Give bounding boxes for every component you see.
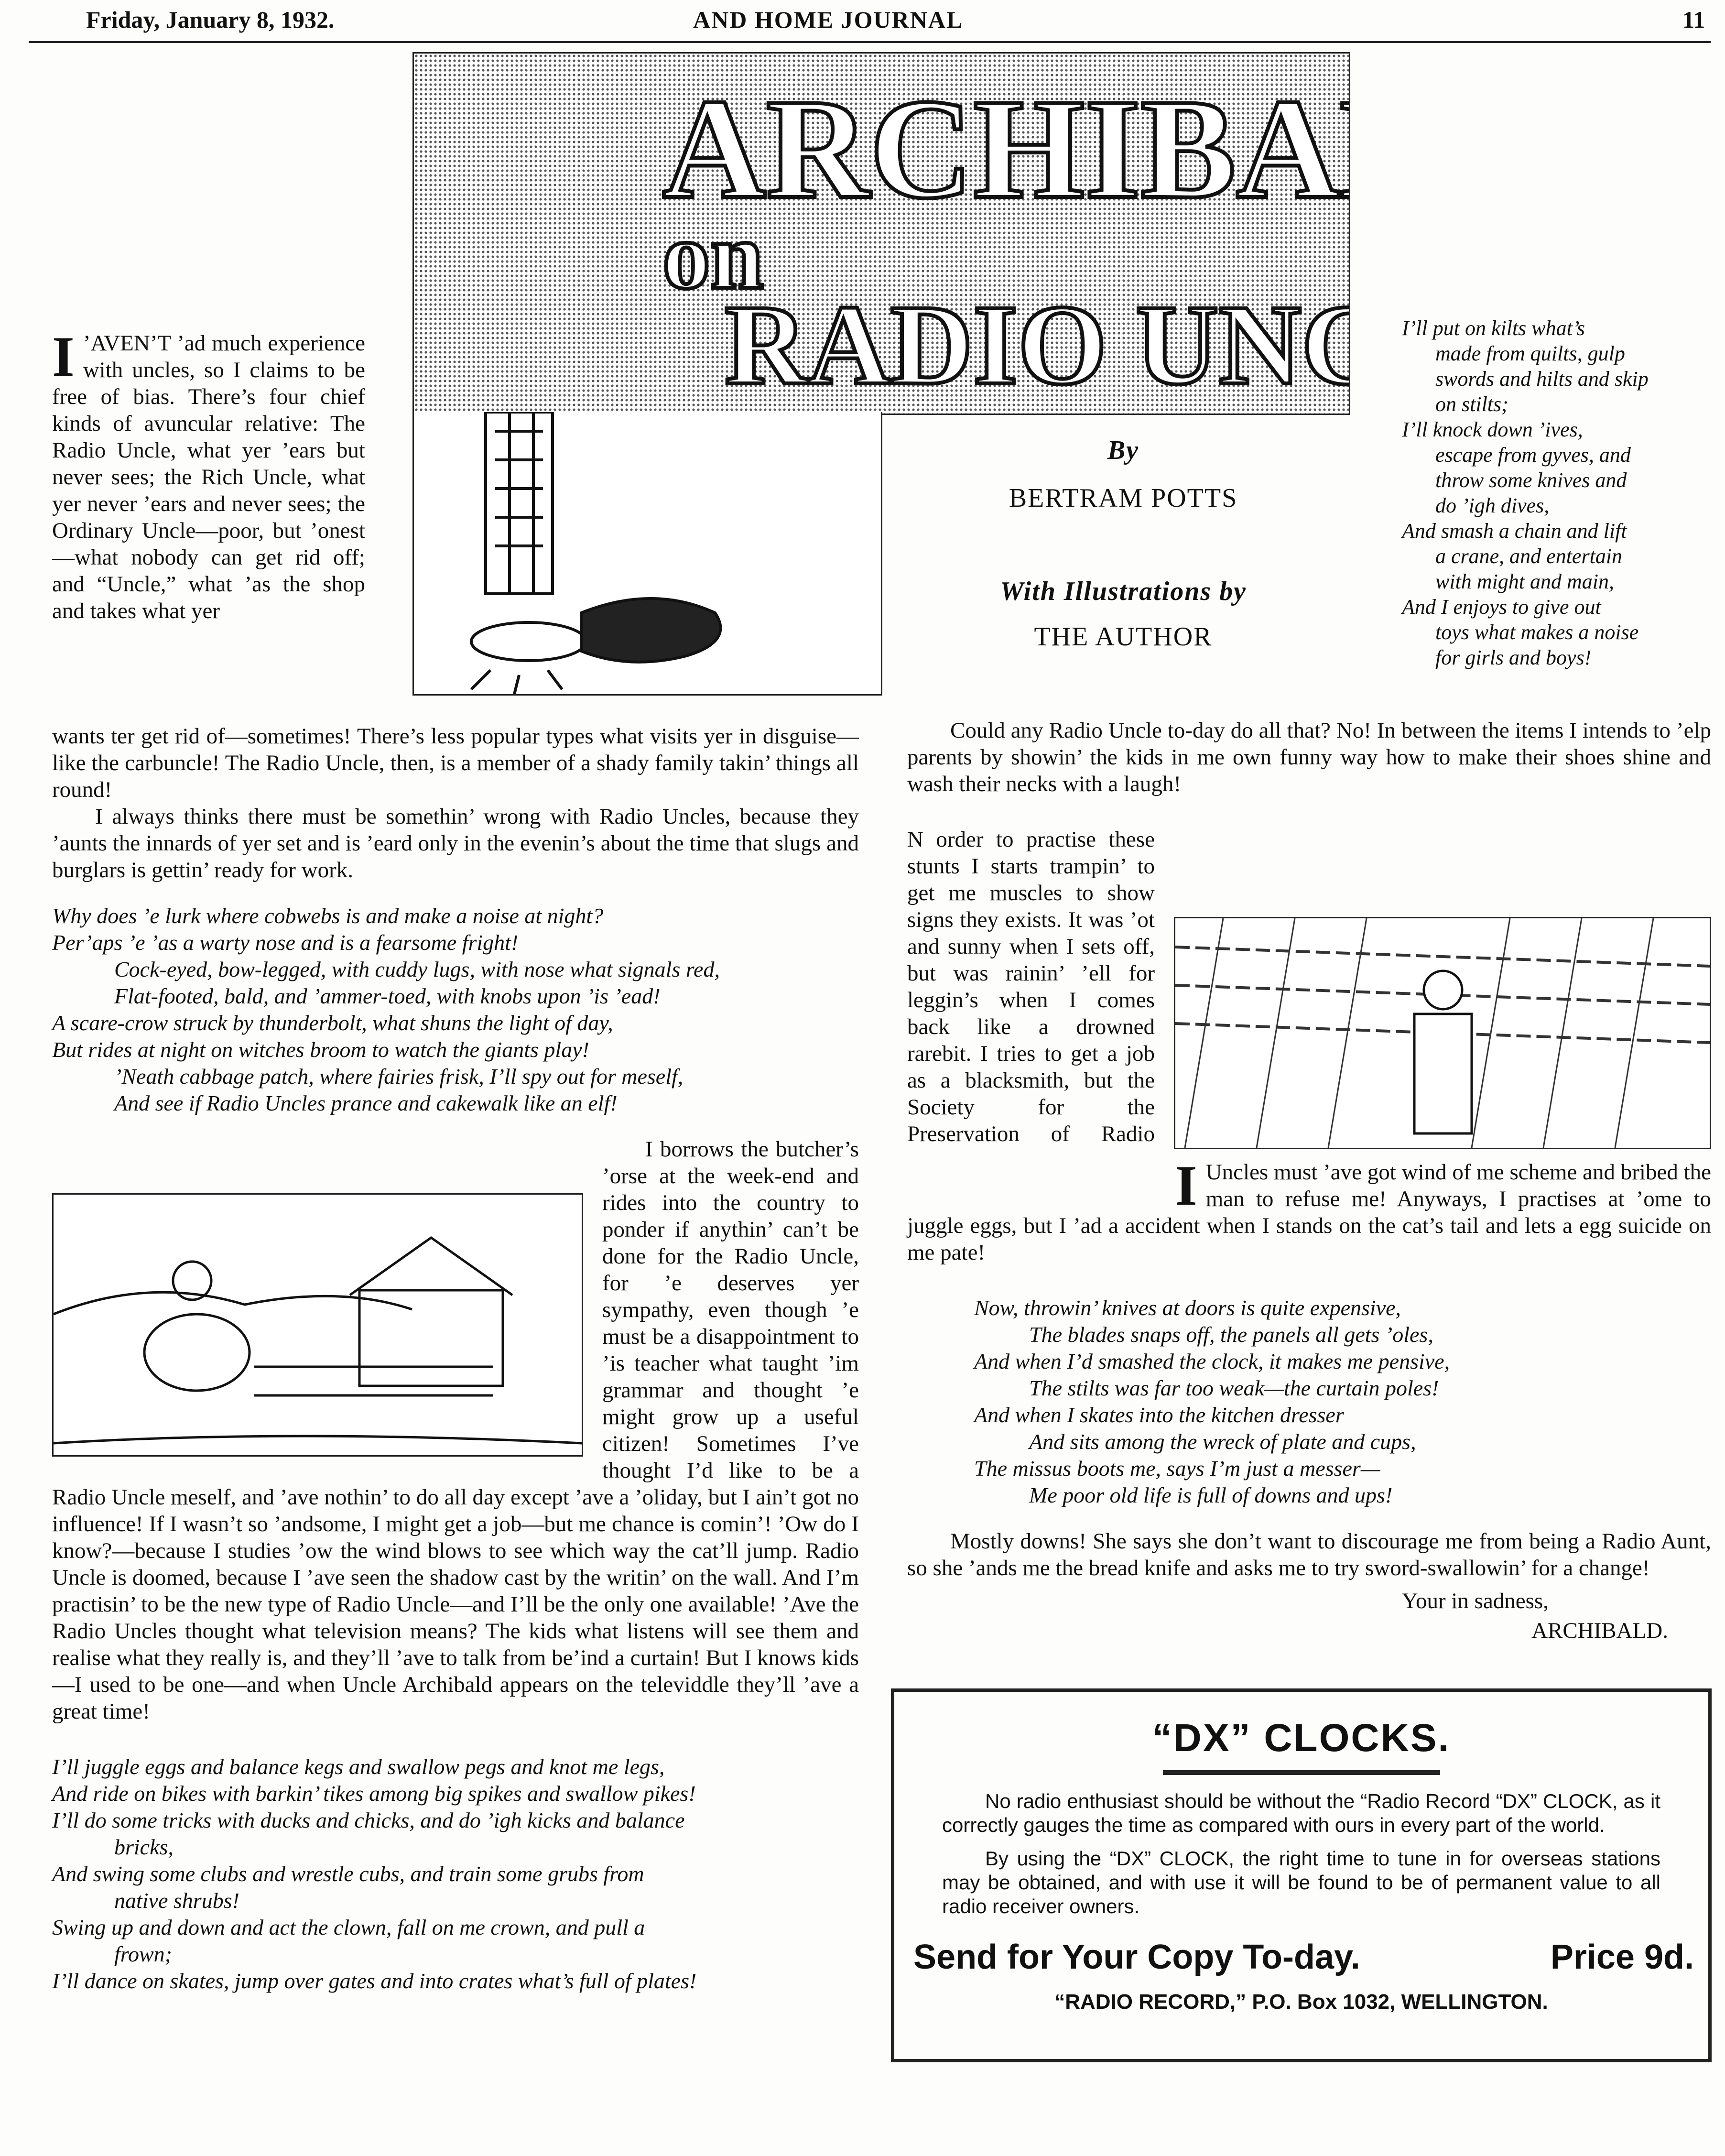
poem-line: Swing up and down and act the clown, fall on me crown, and pull a bbox=[52, 1915, 645, 1939]
paragraph: wants ter get rid of—sometimes! There’s less popular types what visits yer in disguise—like the carbuncle! The Radio Uncle, then, is a member of a shady family takin’ things all round! bbox=[52, 724, 859, 802]
dx-clocks-ad bbox=[891, 1688, 1712, 2062]
cobwebs-poem bbox=[52, 903, 859, 1117]
page-number: 11 bbox=[1682, 6, 1705, 33]
signature: ARCHIBALD. bbox=[1531, 1618, 1668, 1643]
paragraph: Could any Radio Uncle to-day do all that? No! In between the items I intends to ’elp parents by showin’ the kids in me own funny way how to make their shoes shine and wash their necks with a laugh! bbox=[907, 718, 1711, 796]
poem-line: on stilts; bbox=[1435, 392, 1508, 416]
poem-line: And sits among the wreck of plate and cups, bbox=[1029, 1429, 1416, 1454]
right-column bbox=[907, 717, 1711, 1645]
poem-line: with might and main, bbox=[1435, 570, 1615, 593]
poem-line: native shrubs! bbox=[114, 1888, 239, 1913]
poem-line: Me poor old life is full of downs and ups! bbox=[1029, 1483, 1393, 1507]
title-illustration bbox=[414, 54, 1349, 414]
header-date: Friday, January 8, 1932. bbox=[86, 6, 335, 33]
header-rule bbox=[29, 41, 1711, 43]
poem-line: I’ll dance on skates, jump over gates and into crates what’s full of plates! bbox=[52, 1969, 697, 1993]
poem-line: I’ll knock down ’ives, bbox=[1402, 418, 1583, 441]
poem-line: a crane, and entertain bbox=[1435, 544, 1623, 568]
drop-cap: I bbox=[1175, 1154, 1197, 1217]
poem-line: Cock-eyed, bow-legged, with cuddy lugs, with nose what signals red, bbox=[114, 957, 720, 981]
poem-line: The missus boots me, says I’m just a messer— bbox=[974, 1456, 1380, 1481]
poem-line: And smash a chain and lift bbox=[1402, 519, 1627, 543]
poem-line: Flat-footed, bald, and ’ammer-toed, with knobs upon ’is ’ead! bbox=[114, 984, 661, 1008]
byline-author: BERTRAM POTTS bbox=[1009, 483, 1238, 513]
poem-line: The blades snaps off, the panels all gets ’oles, bbox=[1029, 1322, 1433, 1347]
poem-line: I’ll put on kilts what’s bbox=[1402, 316, 1585, 340]
poem-line: And swing some clubs and wrestle cubs, and train some grubs from bbox=[52, 1862, 644, 1886]
rain-illustration bbox=[1174, 917, 1711, 1149]
header-journal: AND HOME JOURNAL bbox=[693, 6, 964, 33]
poem-line: I’ll do some tricks with ducks and chicks, and do ’igh kicks and balance bbox=[52, 1808, 685, 1832]
poem-line: escape from gyves, and bbox=[1435, 443, 1631, 467]
poem-line: do ’igh dives, bbox=[1435, 494, 1550, 517]
poem-line: And see if Radio Uncles prance and cakewalk like an elf! bbox=[114, 1091, 618, 1115]
poem-line: Why does ’e lurk where cobwebs is and make a noise at night? bbox=[52, 904, 604, 928]
poem-line: And ride on bikes with barkin’ tikes among big spikes and swallow pikes! bbox=[52, 1781, 696, 1806]
poem-line: bricks, bbox=[114, 1835, 174, 1859]
poem-line: swords and hilts and skip bbox=[1435, 367, 1649, 391]
poem-line: toys what makes a noise bbox=[1435, 621, 1639, 644]
ad-title: “DX” CLOCKS. bbox=[1152, 1716, 1451, 1760]
horse-illustration bbox=[52, 1193, 583, 1457]
title-banner bbox=[412, 52, 1350, 415]
juggle-poem bbox=[52, 1753, 859, 1994]
poem-line: Now, throwin’ knives at doors is quite expensive, bbox=[974, 1296, 1401, 1320]
intro-text: ’AVEN’T ’ad much experience with uncles, so I claims to be free of bias. There’s four chief kinds of avuncular relative: The Radio Uncle, what yer ’ears but never sees; the Rich Uncle, what yer never ’ears and never sees; the Ordinary Uncle—poor, but ’onest—what nobody can get rid off; and “Uncle,” what ’as the shop and takes what yer bbox=[52, 331, 365, 623]
poem-line: Per’aps ’e ’as a warty nose and is a fearsome fright! bbox=[52, 930, 519, 955]
left-column bbox=[52, 723, 859, 2014]
ad-paragraph: By using the “DX” CLOCK, the right time to tune in for overseas stations may be obtained, and with use it will be found to be of permanent value to all radio receiver owners. bbox=[942, 1847, 1660, 1917]
poem-line: But rides at night on witches broom to watch the giants play! bbox=[52, 1037, 589, 1062]
title-on: on bbox=[662, 203, 764, 309]
poem-line: A scare-crow struck by thunderbolt, what shuns the light of day, bbox=[52, 1011, 613, 1035]
title-radio-uncles: RADIO UNC bbox=[725, 281, 1349, 408]
paragraph: I always thinks there must be somethin’ wrong with Radio Uncles, because they ’aunts the innards of yer set and is ’eard only in the evenin’s about the time that slugs and burglars is gettin’ ready for work. bbox=[52, 804, 859, 882]
byline-by: By bbox=[1107, 436, 1139, 465]
paragraph: I borrows the butcher’s ’orse at the week-end and rides into the country to ponder if anythin’ can’t be done for the Radio Uncle, for ’e deserves yer sympathy, even though ’e must be a disappointment to ’is teacher what taught ’im grammar and thought ’e might grow up a useful citizen! Sometimes I’ve thought I’d like to be a Radio Uncle meself, and ’ave nothin’ to do all day except ’ave a ’oliday, but I ain’t got no influence! If I wasn’t so ’andsome, I might get a job—but me chance is comin’! ’Ow do I know?—because I studies ’ow the wind blows to see which way the cat’ll jump. Radio Uncle is doomed, because I ’ave seen the shadow cast by the writin’ on the wall. And I’m practisin’ to be the new type of Radio Uncle—and I’ll be the only one available! ’Ave the Radio Uncles thought what television means? The kids what listens will see them and realise what they really is, and they’ll ’ave to talk from be’ind a curtain! But I knows kids—I used to be one—and when Uncle Archibald appears on the televiddle they’ll ’ave a great time! bbox=[52, 1137, 859, 1724]
ad-price: Price 9d. bbox=[1550, 1938, 1694, 1976]
drop-cap: I bbox=[52, 325, 75, 388]
byline-illustrations: With Illustrations by bbox=[999, 577, 1247, 606]
paragraph: Mostly downs! She says she don’t want to discourage me from being a Radio Aunt, so she ’ands me the bread knife and asks me to try sword-swallowin’ for a change! bbox=[907, 1529, 1711, 1580]
ad-address: “RADIO RECORD,” P.O. Box 1032, WELLINGTON. bbox=[1054, 1990, 1548, 2014]
title-archibald: ARCHIBA bbox=[662, 69, 1340, 228]
poem-line: The stilts was far too weak—the curtain poles! bbox=[1029, 1376, 1439, 1400]
intro-paragraph bbox=[52, 325, 365, 624]
poem-line: ’Neath cabbage patch, where fairies frisk, I’ll spy out for meself, bbox=[114, 1064, 683, 1089]
knives-poem bbox=[907, 1285, 1711, 1509]
ad-paragraph: No radio enthusiast should be without the “Radio Record “DX” CLOCK, as it correctly gauges the time as compared with ours in every part of the world. bbox=[942, 1790, 1660, 1836]
paragraph-text: N order to practise these stunts I starts trampin’ to get me muscles to show signs they exists. It was ’ot and sunny when I sets off, but was rainin’ ’ell for leggin’s when I comes back like a drowned rarebit. I tries to get a job as a blacksmith, but the Society for the Preservation of Radio Uncles must ’ave got wind of me scheme and bribed the man to refuse me! Anyways, I practises at ’ome to juggle eggs, but I ’ad a accident when I stands on the cat’s tail and lets a egg suicide on me pate! bbox=[907, 827, 1711, 1265]
poem-line: And when I skates into the kitchen dresser bbox=[974, 1403, 1344, 1427]
archibald-cartoon bbox=[412, 412, 882, 696]
poem-line: I’ll juggle eggs and balance kegs and swallow pegs and knot me legs, bbox=[52, 1754, 665, 1779]
poem-line: And I enjoys to give out bbox=[1402, 595, 1601, 619]
poem-line: throw some knives and bbox=[1435, 468, 1627, 492]
poem-line: made from quilts, gulp bbox=[1435, 342, 1625, 365]
poem-line: frown; bbox=[114, 1942, 172, 1966]
closing: Your in sadness, bbox=[1401, 1589, 1549, 1613]
kilts-poem bbox=[1402, 316, 1708, 670]
byline-illustrator: THE AUTHOR bbox=[1034, 622, 1213, 652]
poem-line: And when I’d smashed the clock, it makes me pensive, bbox=[974, 1349, 1450, 1373]
ad-divider bbox=[1163, 1770, 1440, 1775]
ad-cta: Send for Your Copy To-day. bbox=[913, 1938, 1360, 1976]
poem-line: for girls and boys! bbox=[1435, 646, 1592, 669]
